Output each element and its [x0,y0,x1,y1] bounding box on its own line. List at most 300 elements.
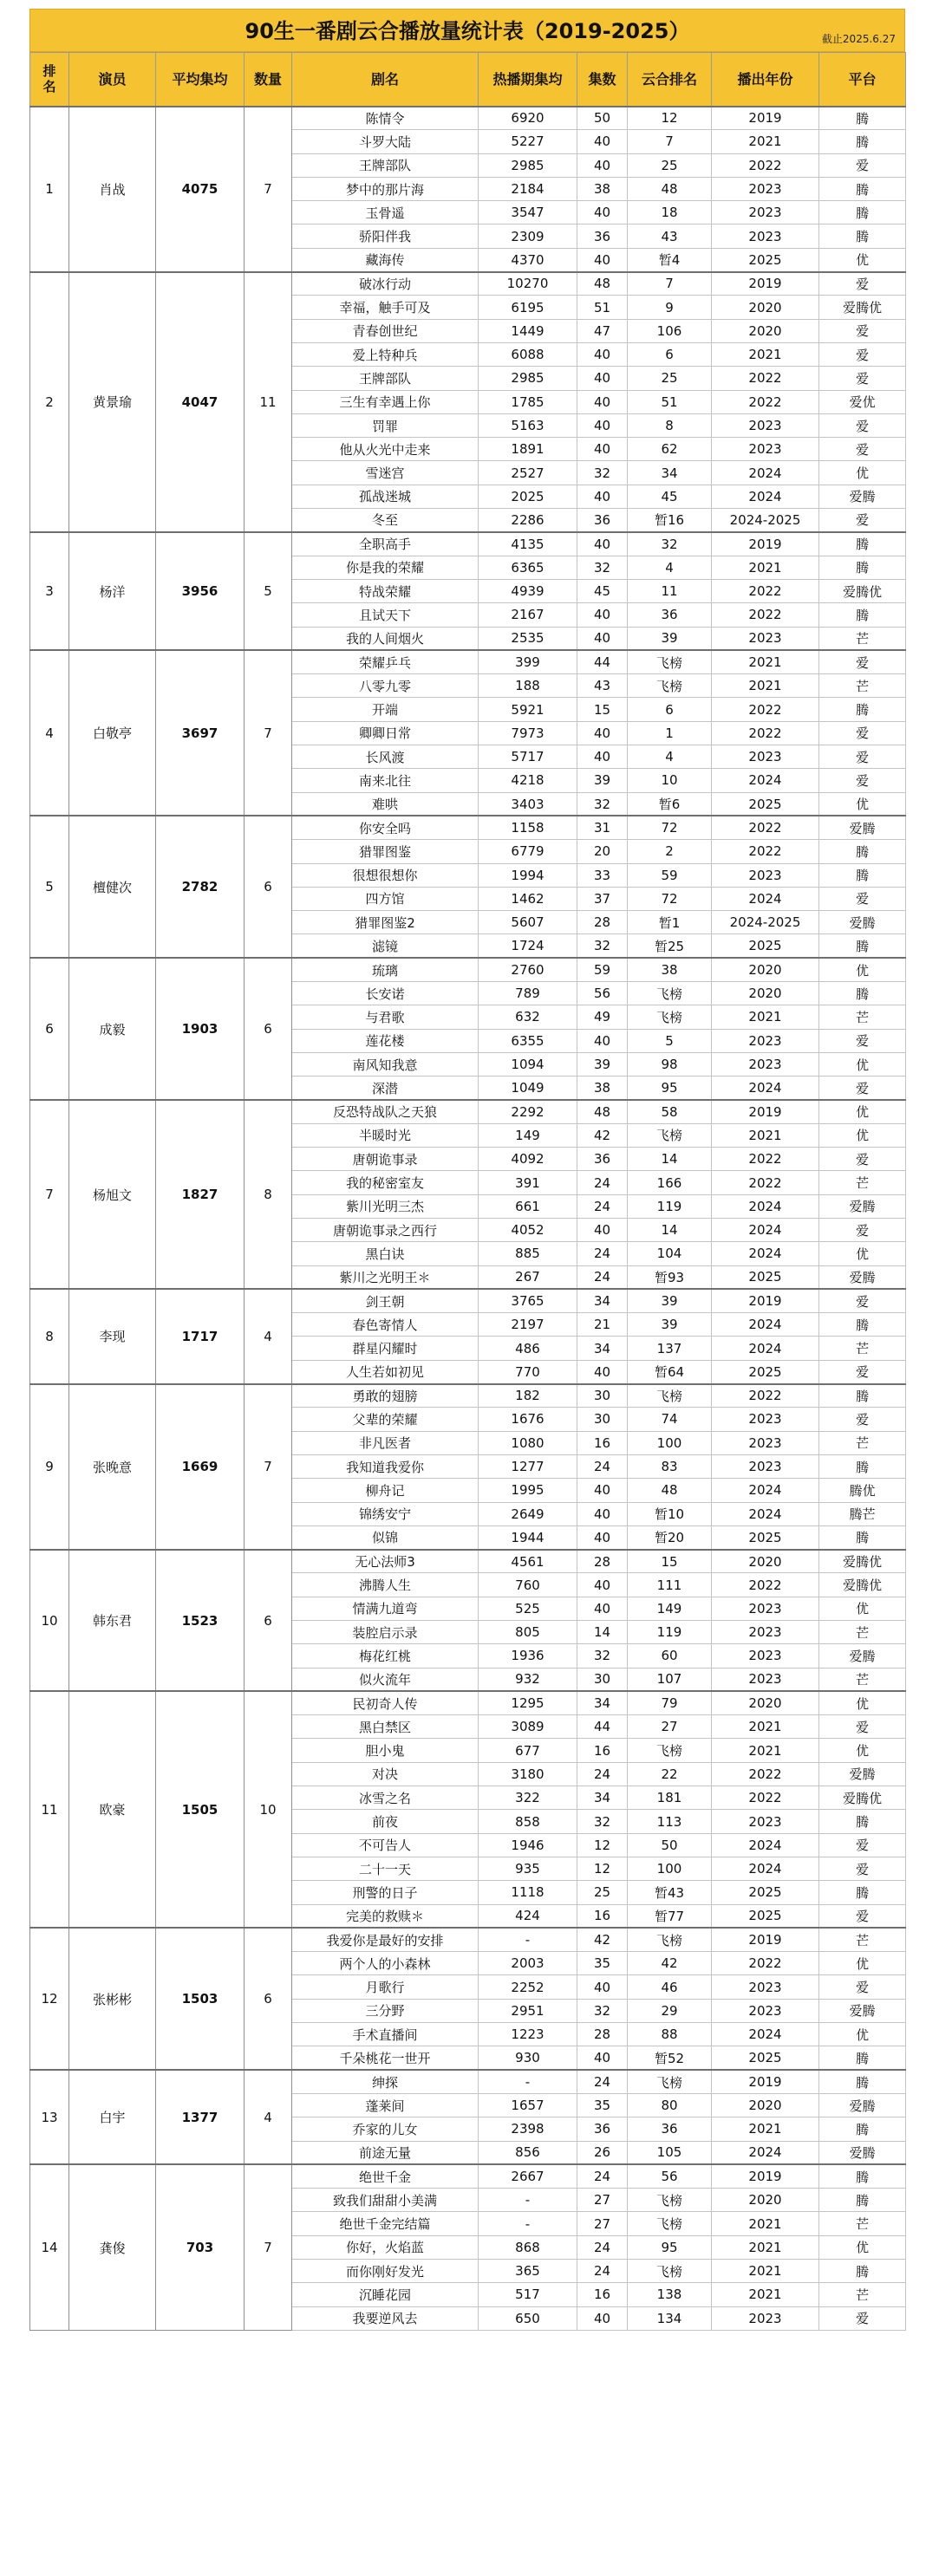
episodes: 32 [577,556,628,579]
episodes: 16 [577,1739,628,1762]
peak-avg: 1936 [479,1644,577,1668]
episodes: 40 [577,1479,628,1502]
air-year: 2021 [712,2260,819,2283]
yunhe-rank: 7 [628,130,712,153]
peak-avg: 2985 [479,367,577,390]
yunhe-rank: 36 [628,2117,712,2141]
peak-avg: 2951 [479,1999,577,2022]
show-title: 蓬莱间 [292,2093,479,2117]
episodes: 40 [577,627,628,650]
peak-avg: 770 [479,1360,577,1383]
show-title: 两个人的小森林 [292,1952,479,1975]
episodes: 28 [577,2023,628,2046]
platform: 爱腾优 [819,1550,906,1573]
show-title: 绝世千金完结篇 [292,2212,479,2235]
episodes: 32 [577,1810,628,1833]
page-title: 90生一番剧云合播放量统计表（2019-2025） [245,19,690,43]
platform: 爱 [819,509,906,532]
show-title: 半暖时光 [292,1123,479,1147]
air-year: 2024 [712,1857,819,1880]
avg-cell: 3697 [156,650,245,816]
platform: 爱 [819,1715,906,1739]
air-year: 2023 [712,1052,819,1076]
yunhe-rank: 25 [628,367,712,390]
count-cell: 6 [245,1928,292,2070]
yunhe-rank: 飞榜 [628,1928,712,1951]
show-title: 完美的救赎＊ [292,1904,479,1928]
show-title: 猎罪图鉴2 [292,911,479,934]
yunhe-rank: 56 [628,2164,712,2188]
platform: 腾 [819,840,906,863]
show-title: 藏海传 [292,248,479,271]
show-title: 破冰行动 [292,272,479,296]
yunhe-rank: 29 [628,1999,712,2022]
air-year: 2022 [712,1171,819,1194]
avg-cell: 1717 [156,1289,245,1383]
episodes: 28 [577,911,628,934]
yunhe-rank: 100 [628,1431,712,1454]
air-year: 2023 [712,1408,819,1431]
yunhe-rank: 飞榜 [628,2212,712,2235]
yunhe-rank: 80 [628,2093,712,2117]
air-year: 2024 [712,2141,819,2164]
avg-cell: 1523 [156,1550,245,1692]
yunhe-rank: 6 [628,698,712,721]
show-title: 紫川之光明王＊ [292,1265,479,1289]
episodes: 30 [577,1408,628,1431]
episodes: 24 [577,1762,628,1786]
peak-avg: 365 [479,2260,577,2283]
yunhe-rank: 飞榜 [628,2260,712,2283]
yunhe-rank: 暂52 [628,2046,712,2070]
header-year: 播出年份 [712,53,819,107]
peak-avg: 1118 [479,1881,577,1904]
peak-avg: 2286 [479,509,577,532]
platform: 腾 [819,224,906,248]
yunhe-rank: 10 [628,769,712,792]
show-title: 王牌部队 [292,367,479,390]
episodes: 40 [577,201,628,224]
platform: 爱 [819,438,906,461]
platform: 腾芒 [819,1502,906,1525]
yunhe-rank: 137 [628,1337,712,1360]
peak-avg: 932 [479,1668,577,1691]
platform: 爱 [819,1857,906,1880]
air-year: 2023 [712,1431,819,1454]
peak-avg: 3180 [479,1762,577,1786]
yunhe-rank: 104 [628,1242,712,1265]
show-title: 胆小鬼 [292,1739,479,1762]
platform: 优 [819,1052,906,1076]
platform: 腾 [819,698,906,721]
peak-avg: 935 [479,1857,577,1880]
platform: 爱 [819,1975,906,1999]
header-yunhe-rank: 云合排名 [628,53,712,107]
platform: 爱腾优 [819,579,906,602]
peak-avg: 1049 [479,1077,577,1100]
yunhe-rank: 暂25 [628,934,712,958]
peak-avg: 1277 [479,1454,577,1478]
peak-avg: 6920 [479,107,577,130]
yunhe-rank: 62 [628,438,712,461]
air-year: 2023 [712,177,819,200]
yunhe-rank: 飞榜 [628,650,712,673]
peak-avg: 5921 [479,698,577,721]
episodes: 32 [577,934,628,958]
platform: 芒 [819,1668,906,1691]
show-title: 陈情令 [292,107,479,130]
platform: 爱腾 [819,1762,906,1786]
show-title: 春色寄情人 [292,1313,479,1337]
yunhe-rank: 38 [628,958,712,981]
yunhe-rank: 暂93 [628,1265,712,1289]
show-title: 王牌部队 [292,153,479,177]
episodes: 42 [577,1123,628,1147]
show-title: 玉骨遥 [292,201,479,224]
table-row [30,2164,906,2188]
show-title: 你是我的荣耀 [292,556,479,579]
platform: 爱腾 [819,911,906,934]
platform: 优 [819,1123,906,1147]
peak-avg: 1080 [479,1431,577,1454]
rank-cell: 11 [30,1691,69,1928]
peak-avg: 424 [479,1904,577,1928]
table-row [30,272,906,296]
avg-cell: 3956 [156,532,245,650]
yunhe-rank: 39 [628,1289,712,1312]
episodes: 40 [577,1525,628,1549]
peak-avg: 4052 [479,1218,577,1241]
air-year: 2020 [712,2189,819,2212]
platform: 爱腾优 [819,1786,906,1810]
air-year: 2025 [712,1881,819,1904]
yunhe-rank: 48 [628,1479,712,1502]
yunhe-rank: 105 [628,2141,712,2164]
avg-cell: 1827 [156,1100,245,1289]
peak-avg: 5717 [479,745,577,769]
yunhe-rank: 18 [628,201,712,224]
air-year: 2025 [712,934,819,958]
peak-avg: 2003 [479,1952,577,1975]
show-title: 唐朝诡事录 [292,1148,479,1171]
platform: 爱 [819,319,906,342]
header-show: 剧名 [292,53,479,107]
platform: 爱腾 [819,1644,906,1668]
episodes: 40 [577,2046,628,2070]
peak-avg: 2184 [479,177,577,200]
air-year: 2025 [712,2046,819,2070]
air-year: 2022 [712,816,819,839]
air-year: 2023 [712,1975,819,1999]
show-title: 我的秘密室友 [292,1171,479,1194]
platform: 腾 [819,863,906,887]
episodes: 34 [577,1337,628,1360]
show-title: 你好，火焰蓝 [292,2235,479,2259]
show-title: 绅探 [292,2070,479,2093]
table-row [30,816,906,839]
count-cell: 6 [245,958,292,1100]
show-title: 四方馆 [292,887,479,910]
platform: 优 [819,2023,906,2046]
peak-avg: 856 [479,2141,577,2164]
air-year: 2021 [712,650,819,673]
yunhe-rank: 7 [628,272,712,296]
header-peak-avg: 热播期集均 [479,53,577,107]
episodes: 40 [577,2306,628,2330]
peak-avg: 525 [479,1597,577,1620]
yunhe-rank: 22 [628,1762,712,1786]
show-title: 全职高手 [292,532,479,556]
episodes: 50 [577,107,628,130]
platform: 芒 [819,1621,906,1644]
episodes: 42 [577,1928,628,1951]
air-year: 2022 [712,1148,819,1171]
episodes: 34 [577,1786,628,1810]
platform: 芒 [819,2212,906,2235]
platform: 芒 [819,1431,906,1454]
show-title: 非凡医者 [292,1431,479,1454]
peak-avg: 2535 [479,627,577,650]
rank-cell: 14 [30,2164,69,2330]
count-cell: 11 [245,272,292,532]
air-year: 2023 [712,745,819,769]
rank-cell: 3 [30,532,69,650]
count-cell: 4 [245,1289,292,1383]
platform: 芒 [819,2283,906,2306]
yunhe-rank: 119 [628,1621,712,1644]
peak-avg: 1995 [479,1479,577,1502]
episodes: 40 [577,248,628,271]
actor-cell: 杨旭文 [69,1100,156,1289]
peak-avg: 399 [479,650,577,673]
show-title: 冬至 [292,509,479,532]
episodes: 27 [577,2212,628,2235]
actor-cell: 张晚意 [69,1384,156,1550]
episodes: 33 [577,863,628,887]
air-year: 2025 [712,792,819,816]
episodes: 40 [577,1975,628,1999]
peak-avg: 4218 [479,769,577,792]
actor-cell: 白敬亭 [69,650,156,816]
platform: 芒 [819,674,906,698]
platform: 爱 [819,1029,906,1052]
peak-avg: 1944 [479,1525,577,1549]
episodes: 26 [577,2141,628,2164]
yunhe-rank: 95 [628,2235,712,2259]
platform: 优 [819,1952,906,1975]
yunhe-rank: 50 [628,1833,712,1857]
yunhe-rank: 飞榜 [628,2189,712,2212]
count-cell: 5 [245,532,292,650]
episodes: 34 [577,1289,628,1312]
yunhe-rank: 5 [628,1029,712,1052]
episodes: 40 [577,390,628,413]
peak-avg: 677 [479,1739,577,1762]
show-title: 我知道我爱你 [292,1454,479,1478]
episodes: 28 [577,1550,628,1573]
show-title: 群星闪耀时 [292,1337,479,1360]
platform: 腾 [819,1454,906,1478]
platform: 腾 [819,2046,906,2070]
episodes: 16 [577,1431,628,1454]
show-title: 手术直播间 [292,2023,479,2046]
yunhe-rank: 51 [628,390,712,413]
show-title: 紫川光明三杰 [292,1194,479,1218]
yunhe-rank: 181 [628,1786,712,1810]
episodes: 39 [577,769,628,792]
yunhe-rank: 42 [628,1952,712,1975]
actor-cell: 成毅 [69,958,156,1100]
yunhe-rank: 106 [628,319,712,342]
peak-avg: 1094 [479,1052,577,1076]
episodes: 44 [577,650,628,673]
rank-cell: 13 [30,2070,69,2164]
episodes: 40 [577,745,628,769]
platform: 芒 [819,1337,906,1360]
episodes: 40 [577,532,628,556]
platform: 腾 [819,1313,906,1337]
show-title: 荣耀乒乓 [292,650,479,673]
episodes: 40 [577,367,628,390]
platform: 腾 [819,1384,906,1408]
episodes: 40 [577,130,628,153]
air-year: 2025 [712,1265,819,1289]
peak-avg: 2309 [479,224,577,248]
rank-cell: 6 [30,958,69,1100]
episodes: 35 [577,2093,628,2117]
peak-avg: 6355 [479,1029,577,1052]
peak-avg: 6365 [479,556,577,579]
yunhe-rank: 暂1 [628,911,712,934]
platform: 腾 [819,2189,906,2212]
actor-cell: 白宇 [69,2070,156,2164]
episodes: 24 [577,1265,628,1289]
platform: 优 [819,1691,906,1714]
peak-avg: 2527 [479,461,577,485]
air-year: 2021 [712,342,819,366]
stats-table [29,52,906,2331]
air-year: 2020 [712,2093,819,2117]
episodes: 40 [577,1218,628,1241]
air-year: 2022 [712,390,819,413]
show-title: 南来北往 [292,769,479,792]
yunhe-rank: 39 [628,1313,712,1337]
episodes: 24 [577,2235,628,2259]
table-body [30,107,906,2331]
peak-avg: 517 [479,2283,577,2306]
yunhe-rank: 113 [628,1810,712,1833]
air-year: 2019 [712,272,819,296]
actor-cell: 李现 [69,1289,156,1383]
episodes: 24 [577,1171,628,1194]
yunhe-rank: 飞榜 [628,674,712,698]
platform: 腾 [819,603,906,627]
episodes: 32 [577,792,628,816]
show-title: 琉璃 [292,958,479,981]
actor-cell: 黄景瑜 [69,272,156,532]
peak-avg: 1785 [479,390,577,413]
air-year: 2022 [712,1952,819,1975]
show-title: 卿卿日常 [292,721,479,745]
air-year: 2023 [712,1621,819,1644]
actor-cell: 张彬彬 [69,1928,156,2070]
air-year: 2021 [712,130,819,153]
yunhe-rank: 149 [628,1597,712,1620]
show-title: 装腔启示录 [292,1621,479,1644]
table-row [30,1384,906,1408]
rank-cell: 8 [30,1289,69,1383]
air-year: 2022 [712,1762,819,1786]
avg-cell: 1503 [156,1928,245,2070]
yunhe-rank: 12 [628,107,712,130]
show-title: 斗罗大陆 [292,130,479,153]
show-title: 月歌行 [292,1975,479,1999]
air-year: 2023 [712,1597,819,1620]
air-year: 2021 [712,1123,819,1147]
yunhe-rank: 34 [628,461,712,485]
yunhe-rank: 98 [628,1052,712,1076]
avg-cell: 1669 [156,1384,245,1550]
yunhe-rank: 46 [628,1975,712,1999]
peak-avg: 1449 [479,319,577,342]
episodes: 40 [577,485,628,508]
air-year: 2021 [712,674,819,698]
air-year: 2023 [712,413,819,437]
yunhe-rank: 11 [628,579,712,602]
platform: 优 [819,1739,906,1762]
air-year: 2023 [712,2306,819,2330]
peak-avg: 1223 [479,2023,577,2046]
peak-avg: 1676 [479,1408,577,1431]
air-year: 2022 [712,1573,819,1597]
episodes: 40 [577,603,628,627]
peak-avg: - [479,2189,577,2212]
peak-avg: 6088 [479,342,577,366]
episodes: 36 [577,1148,628,1171]
air-year: 2025 [712,248,819,271]
episodes: 40 [577,721,628,745]
yunhe-rank: 暂6 [628,792,712,816]
peak-avg: 391 [479,1171,577,1194]
air-year: 2024 [712,769,819,792]
actor-cell: 檀健次 [69,816,156,958]
peak-avg: 6195 [479,296,577,319]
show-title: 长安诺 [292,981,479,1005]
show-title: 罚罪 [292,413,479,437]
air-year: 2023 [712,1668,819,1691]
show-title: 深潜 [292,1077,479,1100]
peak-avg: 1946 [479,1833,577,1857]
yunhe-rank: 88 [628,2023,712,2046]
yunhe-rank: 暂77 [628,1904,712,1928]
table-row [30,107,906,130]
rank-cell: 4 [30,650,69,816]
platform: 优 [819,1100,906,1123]
air-year: 2023 [712,1644,819,1668]
air-year: 2024-2025 [712,509,819,532]
yunhe-rank: 59 [628,863,712,887]
air-year: 2024 [712,2023,819,2046]
air-year: 2024 [712,887,819,910]
episodes: 35 [577,1952,628,1975]
episodes: 12 [577,1833,628,1857]
peak-avg: 4561 [479,1550,577,1573]
count-cell: 7 [245,650,292,816]
show-title: 无心法师3 [292,1550,479,1573]
episodes: 51 [577,296,628,319]
yunhe-rank: 134 [628,2306,712,2330]
yunhe-rank: 飞榜 [628,1123,712,1147]
